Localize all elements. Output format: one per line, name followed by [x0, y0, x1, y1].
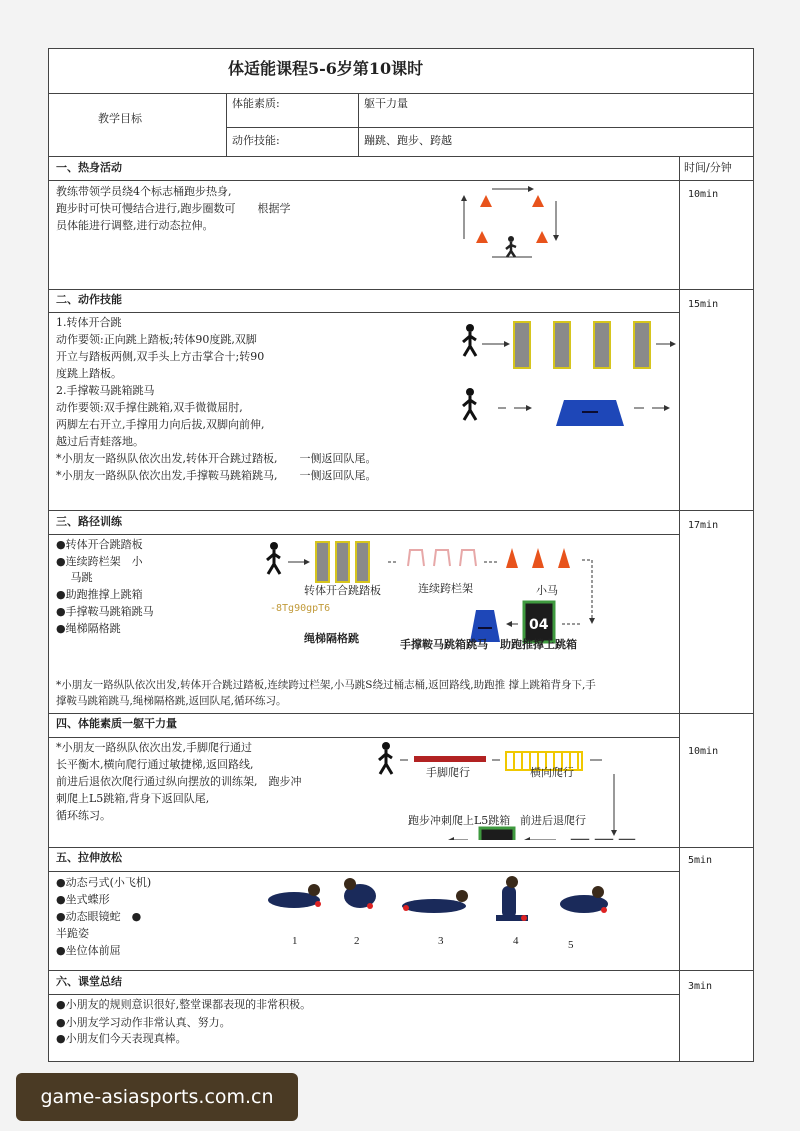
bullet-item: ●动态眼镜蛇 ●: [56, 910, 142, 923]
pose-number: 2: [354, 935, 360, 947]
balance-beam: [414, 756, 486, 762]
section-line: 员体能进行调整,进行动态拉伸。: [56, 219, 214, 232]
section-line: 前进后退依次爬行通过纵向摆放的训练架, 跑步冲: [56, 775, 302, 788]
section-heading-core: 四、体能素质一躯干力量: [56, 717, 177, 730]
bullet-item: ●绳梯隔格跳: [56, 622, 121, 635]
section-line: 动作要领:正向跳上踏板;转体90度跳,双脚: [56, 333, 257, 346]
cone-icon: [532, 548, 544, 568]
bullet-item: ●转体开合跳踏板: [56, 538, 143, 551]
skill-label: 动作技能:: [232, 134, 280, 147]
cone-icon: [480, 195, 492, 207]
bullet-item: ●手撑鞍马跳箱跳马: [56, 605, 154, 618]
section-line: 长平衡木,横向爬行通过敏捷梯,返回路线,: [56, 758, 254, 771]
step-board: [514, 322, 530, 368]
fitness-value: 躯干力量: [364, 97, 408, 110]
bullet-item: ●小朋友们今天表现真棒。: [56, 1032, 187, 1045]
box-number: 04: [436, 792, 456, 808]
bullet-item: ●坐式蝶形: [56, 893, 110, 906]
pose-number: 5: [568, 939, 574, 951]
pose-number: 4: [513, 935, 519, 947]
runner-icon: [267, 542, 280, 574]
label-code: -8Tg90gpT6: [270, 603, 331, 614]
skill-value: 蹦跳、跑步、跨越: [364, 134, 452, 147]
label-side-crawl: 横向爬行: [530, 766, 574, 779]
bullet-item: ●连续跨栏架 小: [56, 555, 143, 568]
runner-icon: [379, 742, 392, 774]
label-sprint: 跑步冲刺爬上L5跳箱: [408, 814, 511, 827]
section-line: 两脚左右开立,手撑用力向后拔,双脚向前伸,: [56, 418, 265, 431]
section-line: *小朋友一路纵队依次出发,转体开合跳过踏板, 一侧返回队尾。: [56, 452, 377, 465]
runner-icon: [463, 324, 476, 356]
section-time-core: 10min: [688, 746, 719, 757]
runner-icon: [463, 388, 476, 420]
lesson-plan-sheet: [48, 48, 754, 1062]
label-pony: 小马: [536, 584, 558, 597]
section-line: 教练带领学员绕4个标志桶跑步热身,: [56, 185, 232, 198]
section-line: 开立与踏板两侧,双手头上方击掌合十;转90: [56, 350, 265, 363]
step-board: [634, 322, 650, 368]
bullet-item: ●助跑推撑上跳箱: [56, 588, 143, 601]
skills-diagram: [458, 316, 678, 436]
section-time-summary: 3min: [688, 981, 713, 992]
bullet-item: 马跳: [56, 571, 93, 584]
cone-icon: [558, 548, 570, 568]
section-line: 度跳上踏板。: [56, 367, 122, 380]
label-run-box: 助跑推撑上跳箱: [500, 638, 577, 651]
section-line: 刺爬上L5跳箱,背身下返回队尾,: [56, 792, 210, 805]
cone-icon: [476, 231, 488, 243]
section-heading-skills: 二、动作技能: [56, 293, 122, 306]
section-heading-stretch: 五、拉伸放松: [56, 851, 122, 864]
pose-cobra: [402, 899, 466, 913]
watermark: game-asiasports.com.cn: [16, 1073, 298, 1121]
section-heading-summary: 六、课堂总结: [56, 975, 122, 988]
pose-number: 3: [438, 935, 444, 947]
bullet-item: ●小朋友学习动作非常认真、努力。: [56, 1016, 231, 1029]
box-number: 04: [529, 617, 549, 633]
stretch-poses-illustration: [258, 874, 608, 936]
label-ladder: 绳梯隔格跳: [304, 632, 359, 645]
step-board: [316, 542, 329, 582]
section-time-skills: 15min: [688, 299, 719, 310]
warmup-cone-diagram: [456, 183, 566, 263]
goal-label: 教学目标: [98, 112, 142, 125]
cone-icon: [532, 195, 544, 207]
label-board: 转体开合跳踏板: [304, 584, 381, 597]
section-line: 越过后青蛙落地。: [56, 435, 144, 448]
section-time-circuit: 17min: [688, 520, 719, 531]
section-time-stretch: 5min: [688, 855, 713, 866]
section-line: 2.手撑鞍马跳箱跳马: [56, 384, 155, 397]
section-line: 1.转体开合跳: [56, 316, 122, 329]
label-back-crawl: 前进后退爬行: [520, 814, 586, 827]
circuit-note: *小朋友一路纵队依次出发,转体开合跳过踏板,连续跨过栏架,小马跳S绕过桶志桶,返回路线,助跑推 撑上跳箱背身下,手: [56, 679, 596, 691]
section-line: 跑步时可快可慢结合进行,跑步圈数可 根据学: [56, 202, 291, 215]
bullet-item: ●坐位体前屈: [56, 944, 121, 957]
runner-icon: [506, 242, 516, 257]
section-heading-circuit: 三、路径训练: [56, 515, 122, 528]
label-vault: 手撑鞍马跳箱跳马: [400, 638, 488, 651]
section-heading-warmup: 一、热身活动: [56, 161, 122, 174]
step-board: [554, 322, 570, 368]
vault-box: [480, 828, 514, 840]
section-line: *小朋友一路纵队依次出发,手撑鞍马跳箱跳马, 一侧返回队尾。: [56, 469, 377, 482]
bullet-item: ●动态弓式(小飞机): [56, 876, 152, 889]
bullet-item: ●小朋友的规则意识很好,整堂课都表现的非常积极。: [56, 998, 312, 1011]
cone-icon: [536, 231, 548, 243]
section-line: 循环练习。: [56, 809, 111, 822]
step-board: [594, 322, 610, 368]
fitness-label: 体能素质:: [232, 97, 280, 110]
page-title: 体适能课程5-6岁第10课时: [228, 59, 424, 78]
section-time-warmup: 10min: [688, 189, 719, 200]
section-line: *小朋友一路纵队依次出发,手脚爬行通过: [56, 741, 252, 754]
section-line: 动作要领:双手撑住跳箱,双手微微屈肘,: [56, 401, 243, 414]
circuit-note: 撑鞍马跳箱跳马,绳梯隔格跳,返回队尾,循环练习。: [56, 695, 287, 707]
label-crawl: 手脚爬行: [426, 766, 470, 779]
pose-number: 1: [292, 935, 298, 947]
bullet-item: 半跪姿: [56, 927, 89, 940]
time-header: 时间/分钟: [684, 161, 732, 174]
label-hurdle: 连续跨栏架: [418, 582, 473, 595]
step-board: [336, 542, 349, 582]
hurdle-icon: [408, 550, 476, 566]
pose-forward-bend: [560, 895, 608, 913]
step-board: [356, 542, 369, 582]
cone-icon: [506, 548, 518, 568]
pose-kneel: [502, 886, 516, 918]
